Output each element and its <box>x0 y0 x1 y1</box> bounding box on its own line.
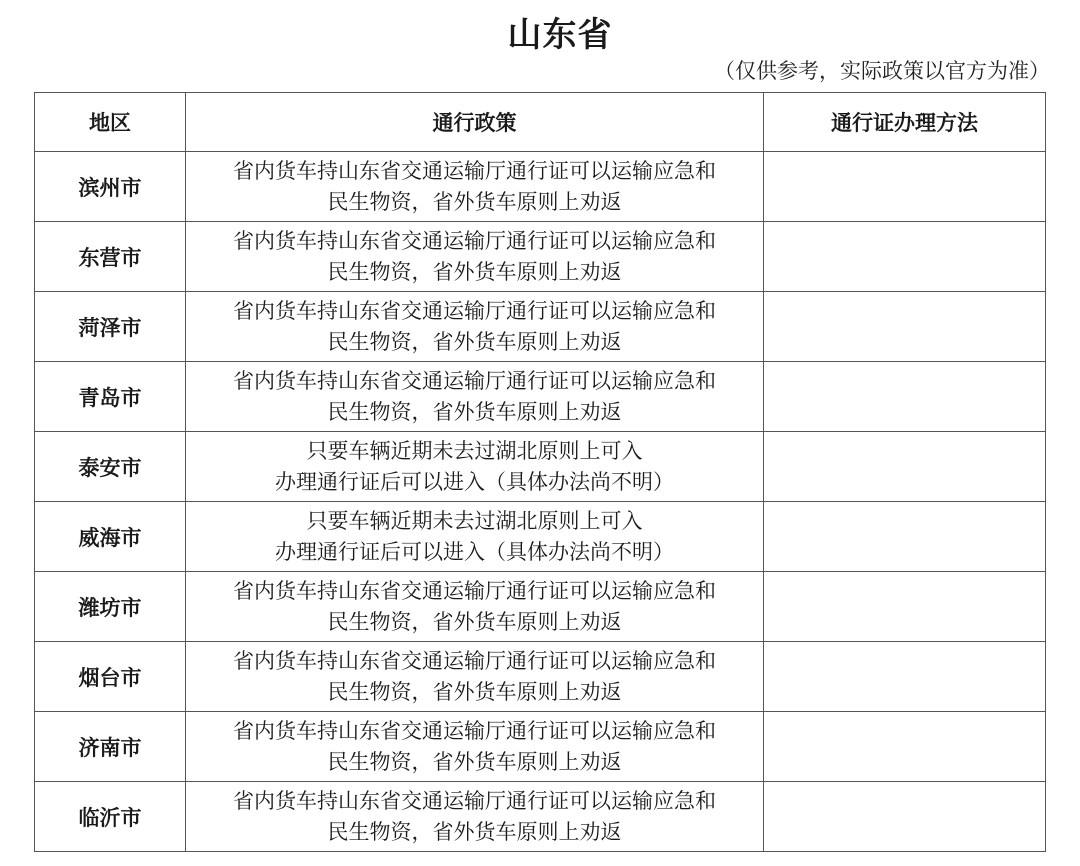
region-cell: 烟台市 <box>35 642 186 712</box>
policy-line: 省内货车持山东省交通运输厅通行证可以运输应急和 <box>233 298 716 323</box>
policy-line: 办理通行证后可以进入（具体办法尚不明） <box>275 469 674 494</box>
method-cell <box>764 502 1046 572</box>
policy-line: 省内货车持山东省交通运输厅通行证可以运输应急和 <box>233 578 716 603</box>
table-row <box>35 502 1046 572</box>
table-row <box>35 362 1046 432</box>
policy-line: 只要车辆近期未去过湖北原则上可入 <box>306 438 643 463</box>
policy-line: 民生物资，省外货车原则上劝返 <box>327 679 622 704</box>
policy-cell <box>186 712 764 782</box>
table-row <box>35 222 1046 292</box>
policy-line: 只要车辆近期未去过湖北原则上可入 <box>306 508 643 533</box>
table-header-row <box>35 93 1046 152</box>
region-cell: 济南市 <box>35 712 186 782</box>
policy-cell <box>186 152 764 222</box>
table-row <box>35 572 1046 642</box>
table-row <box>35 432 1046 502</box>
table-row <box>35 782 1046 852</box>
region-cell: 泰安市 <box>35 432 186 502</box>
method-cell <box>764 782 1046 852</box>
policy-cell <box>186 362 764 432</box>
policy-line: 民生物资，省外货车原则上劝返 <box>327 399 622 424</box>
policy-line: 省内货车持山东省交通运输厅通行证可以运输应急和 <box>233 368 716 393</box>
table-row <box>35 292 1046 362</box>
header-region: 地区 <box>35 93 186 152</box>
policy-line: 民生物资，省外货车原则上劝返 <box>327 329 622 354</box>
region-cell: 滨州市 <box>35 152 186 222</box>
header-policy: 通行政策 <box>186 93 764 152</box>
region-cell: 潍坊市 <box>35 572 186 642</box>
policy-cell <box>186 292 764 362</box>
policy-line: 省内货车持山东省交通运输厅通行证可以运输应急和 <box>233 648 716 673</box>
table-row <box>35 642 1046 712</box>
policy-line: 民生物资，省外货车原则上劝返 <box>327 749 622 774</box>
method-cell <box>764 292 1046 362</box>
region-cell: 菏泽市 <box>35 292 186 362</box>
policy-cell <box>186 642 764 712</box>
page-title: 山东省 <box>507 15 613 55</box>
policy-line: 民生物资，省外货车原则上劝返 <box>327 819 622 844</box>
disclaimer-note: （仅供参考，实际政策以官方为准） <box>714 59 1050 83</box>
policy-line: 省内货车持山东省交通运输厅通行证可以运输应急和 <box>233 228 716 253</box>
region-cell: 威海市 <box>35 502 186 572</box>
method-cell <box>764 642 1046 712</box>
policy-line: 办理通行证后可以进入（具体办法尚不明） <box>275 539 674 564</box>
method-cell <box>764 362 1046 432</box>
policy-cell <box>186 572 764 642</box>
policy-line: 省内货车持山东省交通运输厅通行证可以运输应急和 <box>233 718 716 743</box>
method-cell <box>764 152 1046 222</box>
policy-cell <box>186 502 764 572</box>
policy-line: 省内货车持山东省交通运输厅通行证可以运输应急和 <box>233 788 716 813</box>
header-method: 通行证办理方法 <box>764 93 1046 152</box>
policy-cell <box>186 432 764 502</box>
table-row <box>35 712 1046 782</box>
table-row <box>35 152 1046 222</box>
method-cell <box>764 712 1046 782</box>
method-cell <box>764 572 1046 642</box>
policy-line: 民生物资，省外货车原则上劝返 <box>327 609 622 634</box>
policy-line: 民生物资，省外货车原则上劝返 <box>327 259 622 284</box>
policy-table <box>34 92 1046 852</box>
region-cell: 临沂市 <box>35 782 186 852</box>
policy-line: 民生物资，省外货车原则上劝返 <box>327 189 622 214</box>
region-cell: 东营市 <box>35 222 186 292</box>
policy-line: 省内货车持山东省交通运输厅通行证可以运输应急和 <box>233 158 716 183</box>
region-cell: 青岛市 <box>35 362 186 432</box>
method-cell <box>764 432 1046 502</box>
policy-cell <box>186 782 764 852</box>
policy-cell <box>186 222 764 292</box>
method-cell <box>764 222 1046 292</box>
